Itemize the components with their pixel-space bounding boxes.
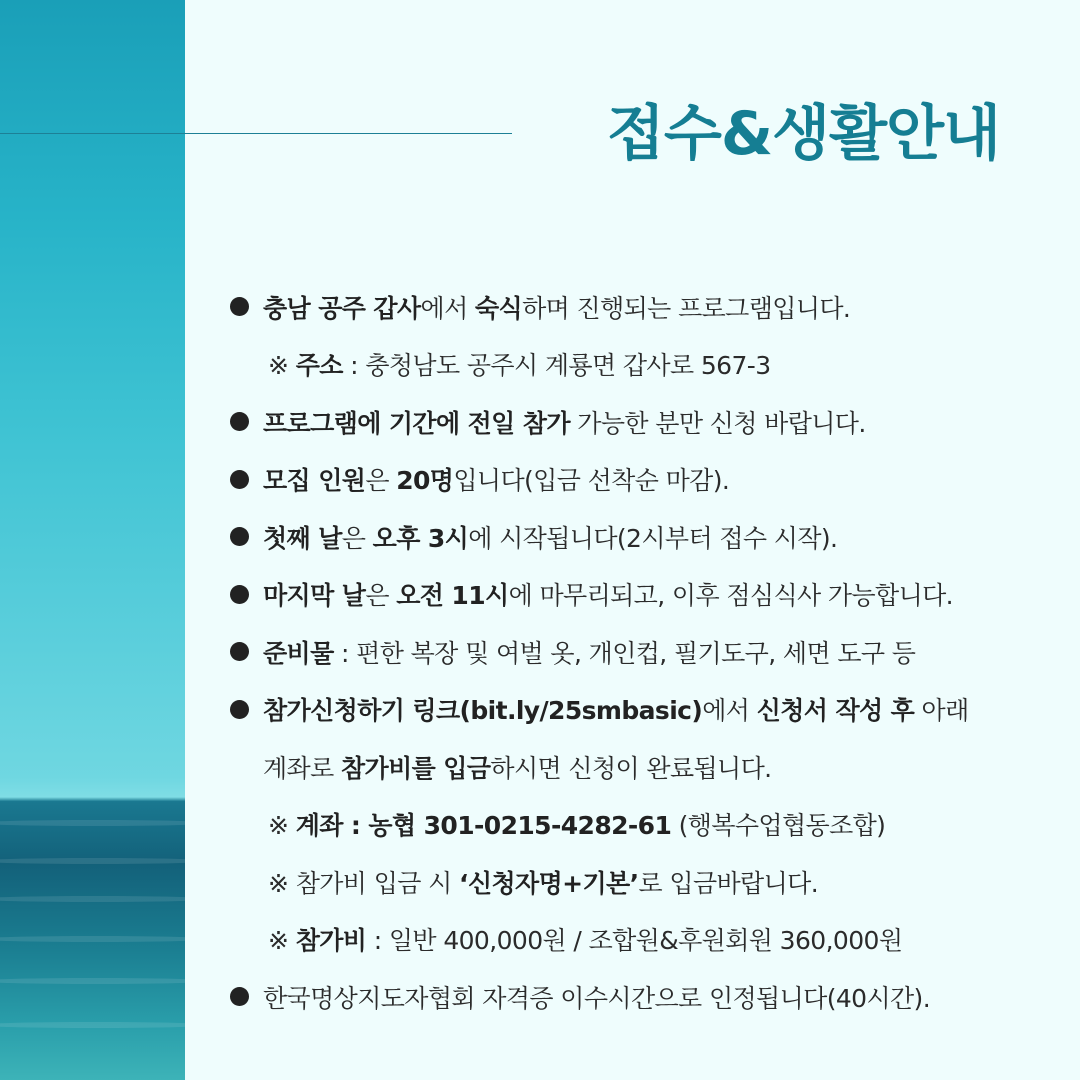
plain-text: 하시면 신청이 완료됩니다. — [490, 753, 772, 783]
plain-text: (행복수업협동조합) — [671, 811, 886, 841]
plain-text: 하며 진행되는 프로그램입니다. — [522, 293, 851, 323]
emphasis-text: 마지막 날 — [263, 581, 366, 611]
plain-text: 가능한 분만 신청 바랍니다. — [569, 408, 866, 438]
info-text — [263, 634, 915, 670]
plain-text: ※ 참가비 입금 시 — [268, 868, 460, 898]
plain-text: 계좌로 — [263, 753, 341, 783]
info-bullet-item — [230, 508, 1030, 566]
plain-text: ※ — [268, 926, 296, 956]
plain-text: 은 — [365, 466, 397, 496]
wave-highlight — [0, 820, 185, 826]
plain-text: 은 — [365, 581, 397, 611]
bullet-dot-icon — [230, 297, 249, 316]
info-text — [268, 921, 902, 957]
info-text — [263, 979, 930, 1015]
wave-highlight — [0, 858, 185, 864]
info-text — [263, 289, 850, 325]
emphasis-text: 참가비를 입금 — [341, 753, 491, 783]
page-title: 접수&생활안내 — [606, 99, 1000, 169]
info-text — [263, 691, 969, 727]
plain-text: : 일반 400,000원 / 조합원&후원회원 360,000원 — [366, 926, 903, 956]
info-note-line — [230, 336, 1030, 394]
emphasis-text: 숙식 — [474, 293, 523, 323]
info-text — [263, 576, 953, 612]
emphasis-text: 모집 인원 — [263, 466, 366, 496]
info-text — [268, 806, 885, 842]
emphasis-text: 오전 11시 — [396, 581, 509, 611]
info-text — [268, 346, 771, 382]
bullet-dot-icon — [230, 987, 249, 1006]
emphasis-text: 충남 공주 갑사 — [263, 293, 421, 323]
plain-text: 은 — [341, 523, 373, 553]
info-bullet-item — [230, 278, 1030, 336]
emphasis-text: 프로그램에 기간에 전일 참가 — [263, 408, 570, 438]
bullet-dot-icon — [230, 700, 249, 719]
emphasis-text: 20명 — [396, 466, 454, 496]
bullet-dot-icon — [230, 527, 249, 546]
info-note-line — [230, 796, 1030, 854]
plain-text: ※ — [268, 811, 296, 841]
emphasis-text: 계좌 : 농협 301-0215-4282-61 — [295, 811, 672, 841]
info-bullet-item — [230, 968, 1030, 1026]
emphasis-text: ‘신청자명+기본’ — [459, 868, 639, 898]
wave-highlight — [0, 896, 185, 902]
emphasis-text: 참가비 — [295, 926, 367, 956]
info-bullet-item — [230, 566, 1030, 624]
plain-text: 에 시작됩니다(2시부터 접수 시작). — [468, 523, 838, 553]
title-divider-line — [0, 133, 512, 134]
wave-highlight — [0, 1022, 185, 1028]
emphasis-text: 신청서 작성 후 — [756, 696, 915, 726]
emphasis-text: 준비물 — [263, 638, 334, 668]
plain-text: : 충청남도 공주시 계룡면 갑사로 567-3 — [342, 351, 771, 381]
info-bullet-item — [230, 623, 1030, 681]
info-bullet-item — [230, 681, 1030, 739]
info-note-line — [230, 911, 1030, 969]
info-list — [230, 278, 1030, 1026]
plain-text: ※ — [268, 351, 296, 381]
info-bullet-item — [230, 451, 1030, 509]
wave-highlight — [0, 936, 185, 942]
bullet-dot-icon — [230, 470, 249, 489]
plain-text: 입니다(입금 선착순 마감). — [453, 466, 730, 496]
sea-photo-strip — [0, 0, 185, 1080]
plain-text: 로 입금바랍니다. — [638, 868, 819, 898]
emphasis-text: 참가신청하기 링크(bit.ly/25smbasic) — [263, 696, 703, 726]
wave-highlight — [0, 978, 185, 984]
bullet-dot-icon — [230, 585, 249, 604]
info-text — [263, 461, 729, 497]
emphasis-text: 오후 3시 — [372, 523, 469, 553]
info-text — [263, 749, 772, 785]
info-text — [263, 404, 866, 440]
info-text — [268, 864, 818, 900]
plain-text: 에서 — [702, 696, 757, 726]
plain-text: : 편한 복장 및 여벌 옷, 개인컵, 필기도구, 세면 도구 등 — [333, 638, 916, 668]
bullet-dot-icon — [230, 642, 249, 661]
emphasis-text: 첫째 날 — [263, 523, 342, 553]
plain-text: 에 마무리되고, 이후 점심식사 가능합니다. — [508, 581, 954, 611]
info-text — [263, 519, 837, 555]
info-continuation-line — [230, 738, 1030, 796]
plain-text: 한국명상지도자협회 자격증 이수시간으로 인정됩니다(40시간). — [263, 983, 931, 1013]
plain-text: 에서 — [420, 293, 475, 323]
emphasis-text: 주소 — [295, 351, 343, 381]
info-bullet-item — [230, 393, 1030, 451]
info-note-line — [230, 853, 1030, 911]
bullet-dot-icon — [230, 412, 249, 431]
plain-text: 아래 — [914, 696, 969, 726]
